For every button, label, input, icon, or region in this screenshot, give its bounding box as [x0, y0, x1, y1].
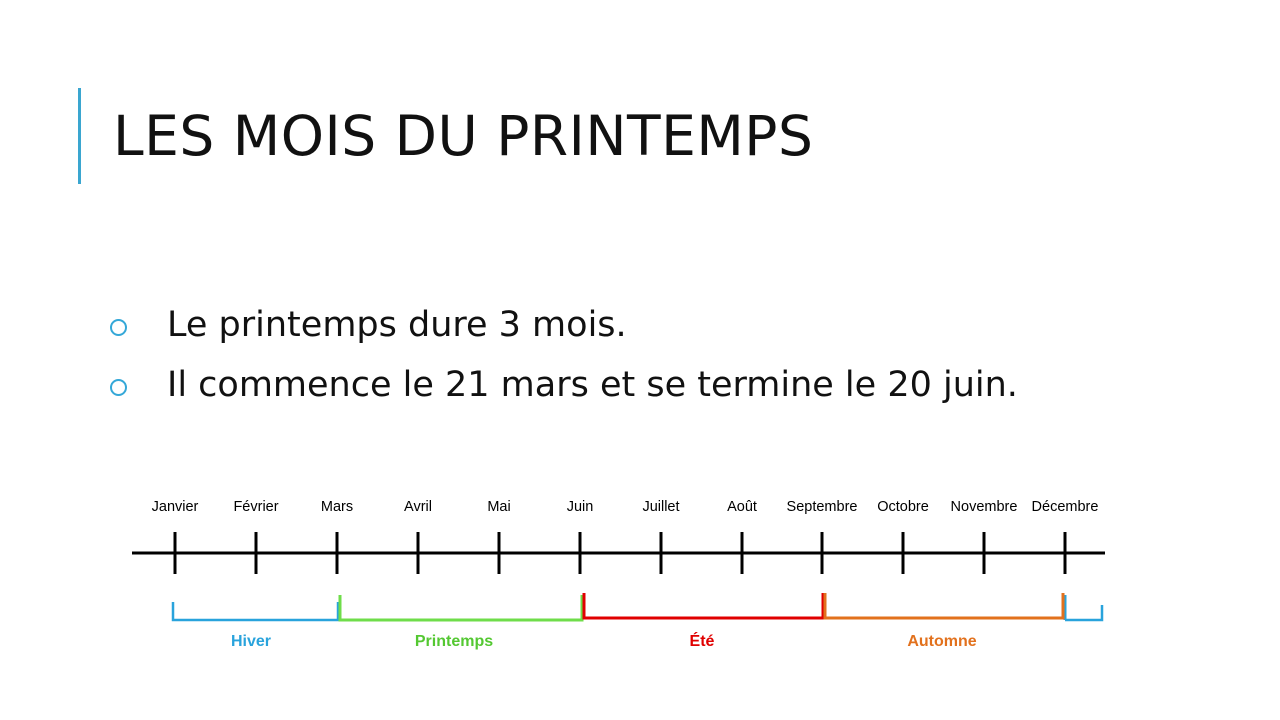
season-label-automne: Automne	[907, 633, 977, 650]
list-item-label: Il commence le 21 mars et se termine le 20 juin.	[167, 365, 1018, 406]
circle-bullet-icon	[110, 379, 127, 396]
month-label: Novembre	[950, 499, 1018, 515]
month-label: Avril	[404, 499, 432, 515]
month-label: Mars	[320, 499, 354, 515]
bullet-list	[110, 305, 1180, 426]
list-item	[110, 365, 1180, 405]
season-bracket-automne	[825, 593, 1063, 618]
page-title: LES MOIS DU PRINTEMPS	[113, 104, 814, 168]
season-bracket-printemps	[340, 595, 582, 620]
month-label: Octobre	[877, 499, 929, 515]
season-label-printemps: Printemps	[414, 633, 494, 650]
month-label: Mai	[487, 499, 511, 515]
season-label-ete: Été	[689, 633, 715, 650]
list-item	[110, 305, 1180, 345]
season-label-hiver: Hiver	[230, 633, 272, 650]
seasons-timeline	[120, 485, 1120, 660]
season-bracket-ete	[584, 593, 823, 618]
month-label: Décembre	[1031, 499, 1099, 515]
month-label: Février	[233, 499, 279, 515]
month-label: Juin	[566, 499, 594, 515]
title-block	[78, 88, 813, 184]
month-label: Août	[727, 499, 757, 515]
circle-bullet-icon	[110, 319, 127, 336]
timeline-month-labels	[152, 499, 1099, 515]
title-accent-rule	[78, 88, 81, 184]
month-label: Septembre	[786, 499, 858, 515]
list-item-label: Le printemps dure 3 mois.	[167, 305, 627, 345]
season-bracket-hiver	[173, 595, 1102, 620]
month-label: Janvier	[151, 499, 199, 515]
month-label: Juillet	[642, 499, 680, 515]
